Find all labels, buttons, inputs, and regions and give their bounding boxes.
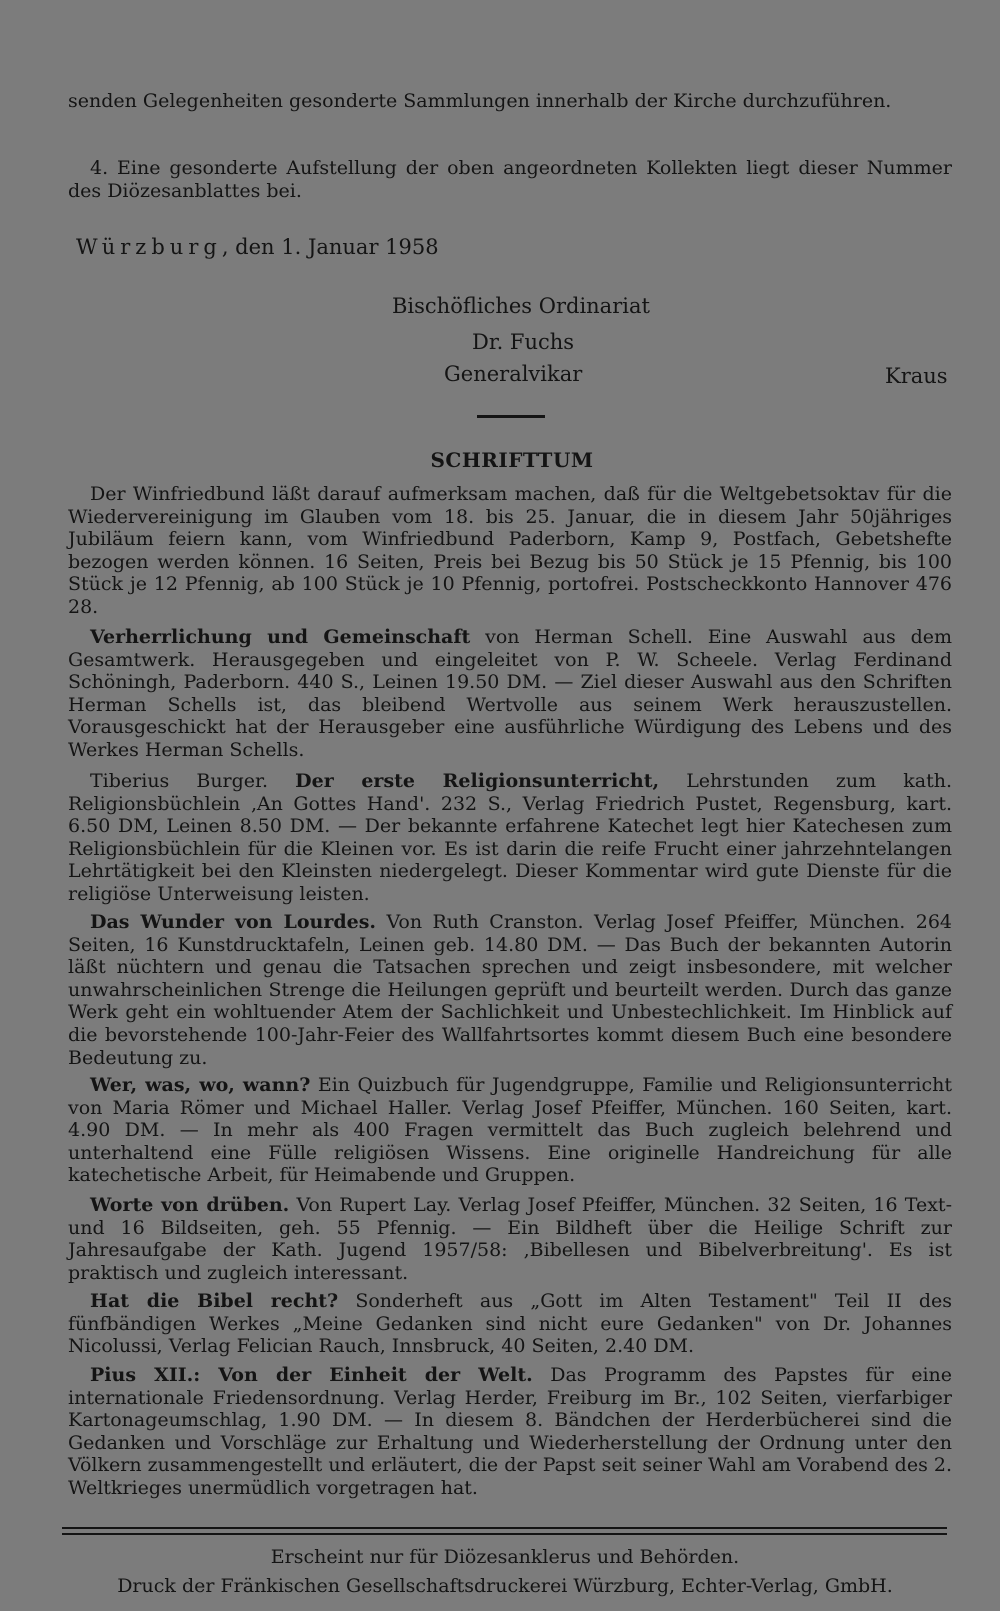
entry-einheit-der-welt <box>68 1364 952 1500</box>
separator-rule <box>477 415 545 418</box>
signature-title: Generalvikar <box>444 362 583 386</box>
entry-text: Von Ruth Cranston. Verlag Josef Pfeiffer, München. 264 Seiten, 16 Kunstdrucktafeln, Leinen geb. 14.80 DM. — Das Buch der bekannten Autorin läßt nüchtern und genau die Tatsachen sprechen und zeigt insbesondere, mit welcher unwahrscheinlichen Strenge die Heilungen geprüft und beurteilt werden. Durch das ganze Werk geht ein wohltuender Atem der Sachlichkeit und Unbestechlichkeit. Im Hinblick auf die bevorstehende 100-Jahr-Feier des Wallfahrtsortes kommt diesem Buch eine besondere Bedeutung zu. <box>68 911 952 1069</box>
signature-office: Bischöfliches Ordinariat <box>392 294 650 318</box>
entry-title: Worte von drüben. <box>90 1194 290 1216</box>
entry-lourdes <box>68 911 952 1069</box>
footer-rule-top <box>62 1527 947 1529</box>
intro-paragraph-2: 4. Eine gesonderte Aufstellung der oben angeordneten Kollekten liegt dieser Nummer des Diözesanblattes bei. <box>68 157 952 202</box>
entry-text: Das Programm des Papstes für eine internationale Friedensordnung. Verlag Herder, Freiburg im Br., 102 Seiten, vierfarbiger Kartonageumschlag, 1.90 DM. — In diesem 8. Bändchen der Herderbücherei sind die Gedanken und Vorschläge zur Erhaltung und Wiederherstellung der Ordnung unter den Völkern zusammengestellt und erläutert, die der Papst seit seiner Wahl am Vorabend des 2. Weltkrieges unermüdlich vorgetragen hat. <box>68 1364 953 1499</box>
intro-paragraph-1: senden Gelegenheiten gesonderte Sammlungen innerhalb der Kirche durchzuführen. <box>68 90 892 112</box>
signature-second: Kraus <box>885 364 948 388</box>
entry-title: Wer, was, wo, wann? <box>90 1074 311 1096</box>
dateline-place: Würzburg <box>76 235 222 259</box>
signature-name: Dr. Fuchs <box>472 330 575 354</box>
footer-rule-bottom <box>62 1533 947 1535</box>
dateline-date: , den 1. Januar 1958 <box>221 235 439 259</box>
entry-verherrlichung <box>68 626 952 762</box>
entry-hat-die-bibel-recht <box>68 1290 952 1358</box>
entry-title: Verherrlichung und Gemeinschaft <box>90 626 471 648</box>
footer-line-1: Erscheint nur für Diözesanklerus und Behörden. <box>270 1546 740 1568</box>
entry-winfriedbund <box>68 483 952 619</box>
entry-text: von Herman Schell. Eine Auswahl aus dem Gesamtwerk. Herausgegeben und eingeleitet von P. W. Scheele. Verlag Ferdinand Schöningh, Paderborn. 440 S., Leinen 19.50 DM. — Ziel dieser Auswahl aus den Schriften Herman Schells ist, das bleibend Wertvolle aus seinem Werk herauszustellen. Vorausgeschickt hat der Herausgeber eine ausführliche Würdigung des Lebens und des Werkes Herman Schells. <box>68 626 952 761</box>
entry-text: Sonderheft aus „Gott im Alten Testament" Teil II des fünfbändigen Werkes „Meine Gedanken sind nicht eure Gedanken" von Dr. Johannes Nicolussi, Verlag Felician Rauch, Innsbruck, 40 Seiten, 2.40 DM. <box>68 1290 953 1358</box>
entry-text: Lehrstunden zum kath. Religionsbüchlein ‚An Gottes Hand'. 232 S., Verlag Friedrich Pustet, Regensburg, kart. 6.50 DM, Leinen 8.50 DM. — Der bekannte erfahrene Katechet legt hier Katechesen zum Religionsbüchlein für die Kleinen vor. Es ist darin die reife Frucht einer jahrzehntelangen Lehrtätigkeit bei den Kleinsten niedergelegt. Dieser Kommentar wird gute Dienste für die religiöse Unterweisung leisten. <box>68 770 952 905</box>
entry-text: Ein Quizbuch für Jugendgruppe, Familie und Religionsunterricht von Maria Römer und Michael Haller. Verlag Josef Pfeiffer, München. 160 Seiten, kart. 4.90 DM. — In mehr als 400 Fragen vermittelt das Buch zugleich belehrend und unterhaltend eine Fülle religiösen Wissens. Eine originelle Handreichung für alle katechetische Arbeit, für Heimabende und Gruppen. <box>68 1074 952 1187</box>
entry-religionsunterricht <box>68 770 952 906</box>
entry-quizbuch <box>68 1074 952 1187</box>
footer-line-2: Druck der Fränkischen Gesellschaftsdruckerei Würzburg, Echter-Verlag, GmbH. <box>117 1575 893 1597</box>
entry-title: Das Wunder von Lourdes. <box>90 911 377 933</box>
entry-text: Von Rupert Lay. Verlag Josef Pfeiffer, München. 32 Seiten, 16 Text- und 16 Bildseiten, geh. 55 Pfennig. — Ein Bildheft über die Heilige Schrift zur Jahresaufgabe der Kath. Jugend 1957/58: ‚Bibellesen und Bibelverbreitung'. Es ist praktisch und zugleich interessant. <box>68 1194 952 1284</box>
entry-text: Der Winfriedbund läßt darauf aufmerksam machen, daß für die Weltgebetsoktav für die Wiedervereinigung im Glauben vom 18. bis 25. Januar, die in diesem Jahr 50jähriges Jubiläum feiern kann, vom Winfriedbund Paderborn, Kamp 9, Postfach, Gebetshefte bezogen werden können. 16 Seiten, Preis bei Bezug bis 50 Stück je 15 Pfennig, bis 100 Stück je 12 Pfennig, ab 100 Stück je 10 Pfennig, portofrei. Postscheckkonto Hannover 476 28. <box>68 483 952 618</box>
entry-worte-von-drueben <box>68 1194 952 1284</box>
entry-author: Tiberius Burger. <box>90 770 296 792</box>
entry-title: Hat die Bibel recht? <box>90 1290 339 1312</box>
entry-title: Pius XII.: Von der Einheit der Welt. <box>90 1364 533 1386</box>
dateline <box>76 234 439 260</box>
entry-title: Der erste Religionsunterricht, <box>295 770 660 792</box>
section-title: SCHRIFTTUM <box>430 448 594 472</box>
